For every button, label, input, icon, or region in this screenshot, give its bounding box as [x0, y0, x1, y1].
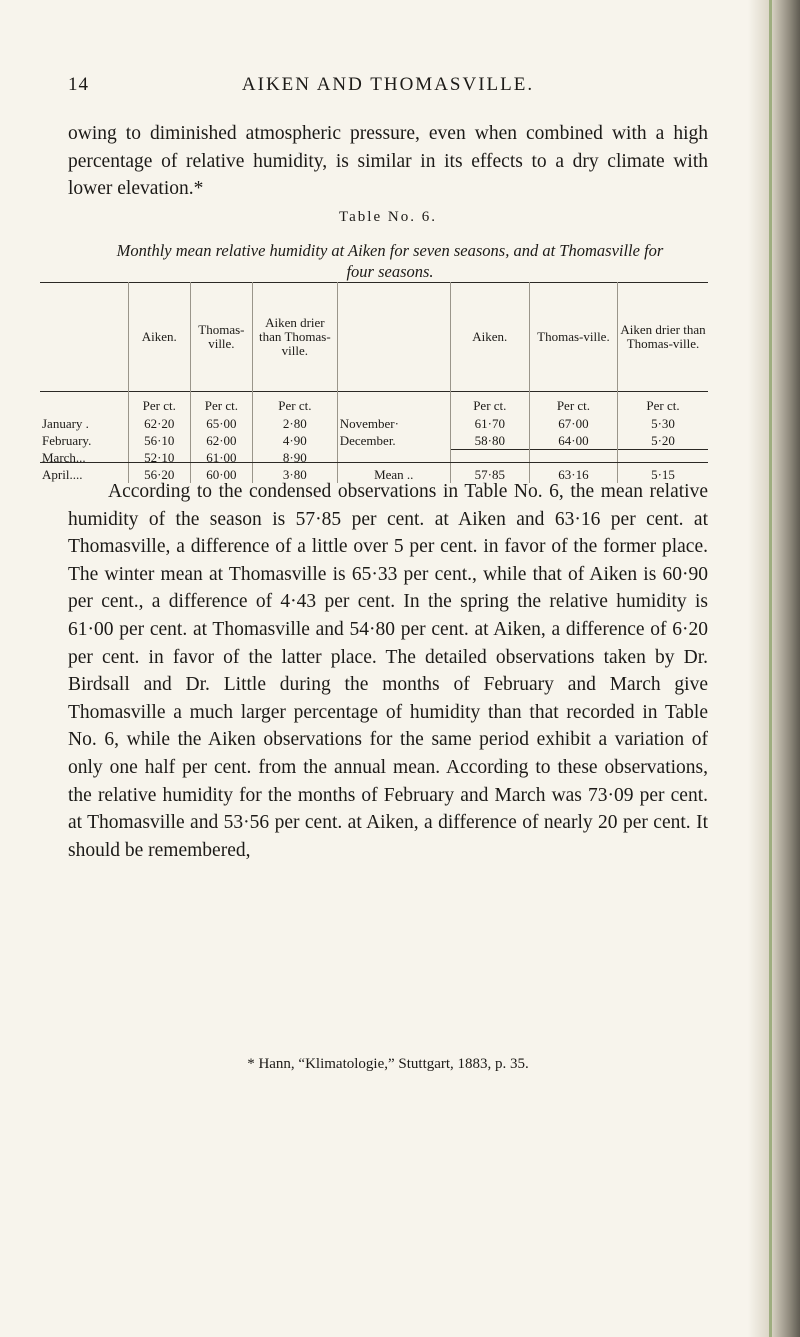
footnote: * Hann, “Klimatologie,” Stuttgart, 1883, p. 35. — [247, 1056, 529, 1072]
paragraph-1 — [68, 120, 708, 203]
value-cell: 5·20 — [618, 433, 708, 450]
mean-value: 63·16 — [529, 467, 617, 484]
table-header-row — [40, 283, 708, 392]
table-row — [40, 416, 708, 433]
value-cell: 60·00 — [190, 467, 252, 484]
header-aiken-1: Aiken. — [128, 283, 190, 392]
value-cell: 62·00 — [190, 433, 252, 450]
value-cell: 65·00 — [190, 416, 252, 433]
table-row — [40, 450, 708, 467]
month-label: January . — [42, 416, 89, 431]
value-cell: 58·80 — [450, 433, 529, 450]
header-aiken-2: Aiken. — [450, 283, 529, 392]
value-cell: 52·10 — [128, 450, 190, 467]
value-cell: 56·10 — [128, 433, 190, 450]
header-thomasville-1: Thomas-ville. — [190, 283, 252, 392]
header-drier-1: Aiken drier than Thomas-ville. — [252, 283, 337, 392]
paragraph-1-text: owing to diminished atmospheric pressure, even when combined with a high percentage of relative humidity, is similar in its effects to a dry climate with lower elevation.* — [68, 123, 708, 200]
header-blank-right — [337, 283, 450, 392]
month-label: December. — [337, 433, 450, 450]
value-cell: 67·00 — [529, 416, 617, 433]
table-row — [40, 433, 708, 450]
unit-cell: Per ct. — [529, 392, 617, 417]
running-title: AIKEN AND THOMASVILLE. — [241, 74, 535, 95]
value-cell: 62·20 — [128, 416, 190, 433]
header-thomasville-2: Thomas-ville. — [529, 283, 617, 392]
value-cell: 56·20 — [128, 467, 190, 484]
unit-cell: Per ct. — [252, 392, 337, 417]
header-blank-left — [40, 283, 128, 392]
month-label: February. — [42, 432, 92, 448]
mean-value: 57·85 — [450, 467, 529, 484]
page-edge-shadow — [748, 0, 800, 1337]
page-header — [68, 74, 708, 98]
unit-cell: Per ct. — [190, 392, 252, 417]
table-bottom-rule — [40, 462, 708, 463]
mean-label: Mean .. — [337, 467, 450, 484]
table-subcaption: Monthly mean relative humidity at Aiken for seven seasons, and at Thomasville for four seasons. — [116, 241, 664, 281]
value-cell: 61·70 — [450, 416, 529, 433]
month-label: April.... — [42, 466, 83, 482]
table-caption: Table No. 6. — [339, 209, 437, 225]
unit-cell: Per ct. — [450, 392, 529, 417]
month-label: November· — [337, 416, 450, 433]
value-cell: 64·00 — [529, 433, 617, 450]
page-number: 14 — [68, 74, 89, 95]
paragraph-2 — [68, 478, 708, 864]
header-drier-2: Aiken drier than Thomas-ville. — [618, 283, 708, 392]
mean-value: 5·15 — [618, 467, 708, 484]
value-cell: 8·90 — [252, 450, 337, 467]
value-cell: 4·90 — [252, 433, 337, 450]
value-cell: 2·80 — [252, 416, 337, 433]
paragraph-2-text: According to the condensed observations in Table No. 6, the mean relative humidity of the season is 57·85 per cent. at Aiken and 63·16 per cent. at Thomasville, a difference of a little over 5 per cent. in favor of the former place. The winter mean at Thomasville is 65·33 per cent., while that of Aiken is 60·90 per cent., a difference of 4·43 per cent. In the spring the relative humidity is 61·00 per cent. at Thomasville and 54·80 per cent. at Aiken, a difference of 6·20 per cent. in favor of the latter place. The detailed observations taken by Dr. Birdsall and Dr. Little during the months of February and March give Thomasville a much larger percentage of humidity than that recorded in Table No. 6, while the Aiken observations for the same period exhibit a variation of only one half per cent. from the annual mean. According to these observations, the relative humidity for the months of February and March was 73·09 per cent. at Thomasville and 53·56 per cent. at Aiken, a difference of nearly 20 per cent. It should be remembered, — [68, 481, 708, 861]
unit-cell: Per ct. — [128, 392, 190, 417]
page-edge-binding — [769, 0, 772, 1337]
units-row — [40, 392, 708, 417]
value-cell: 61·00 — [190, 450, 252, 467]
humidity-table — [40, 282, 708, 483]
value-cell: 3·80 — [252, 467, 337, 484]
unit-cell: Per ct. — [618, 392, 708, 417]
month-label: March... — [42, 449, 86, 465]
value-cell: 5·30 — [618, 416, 708, 433]
